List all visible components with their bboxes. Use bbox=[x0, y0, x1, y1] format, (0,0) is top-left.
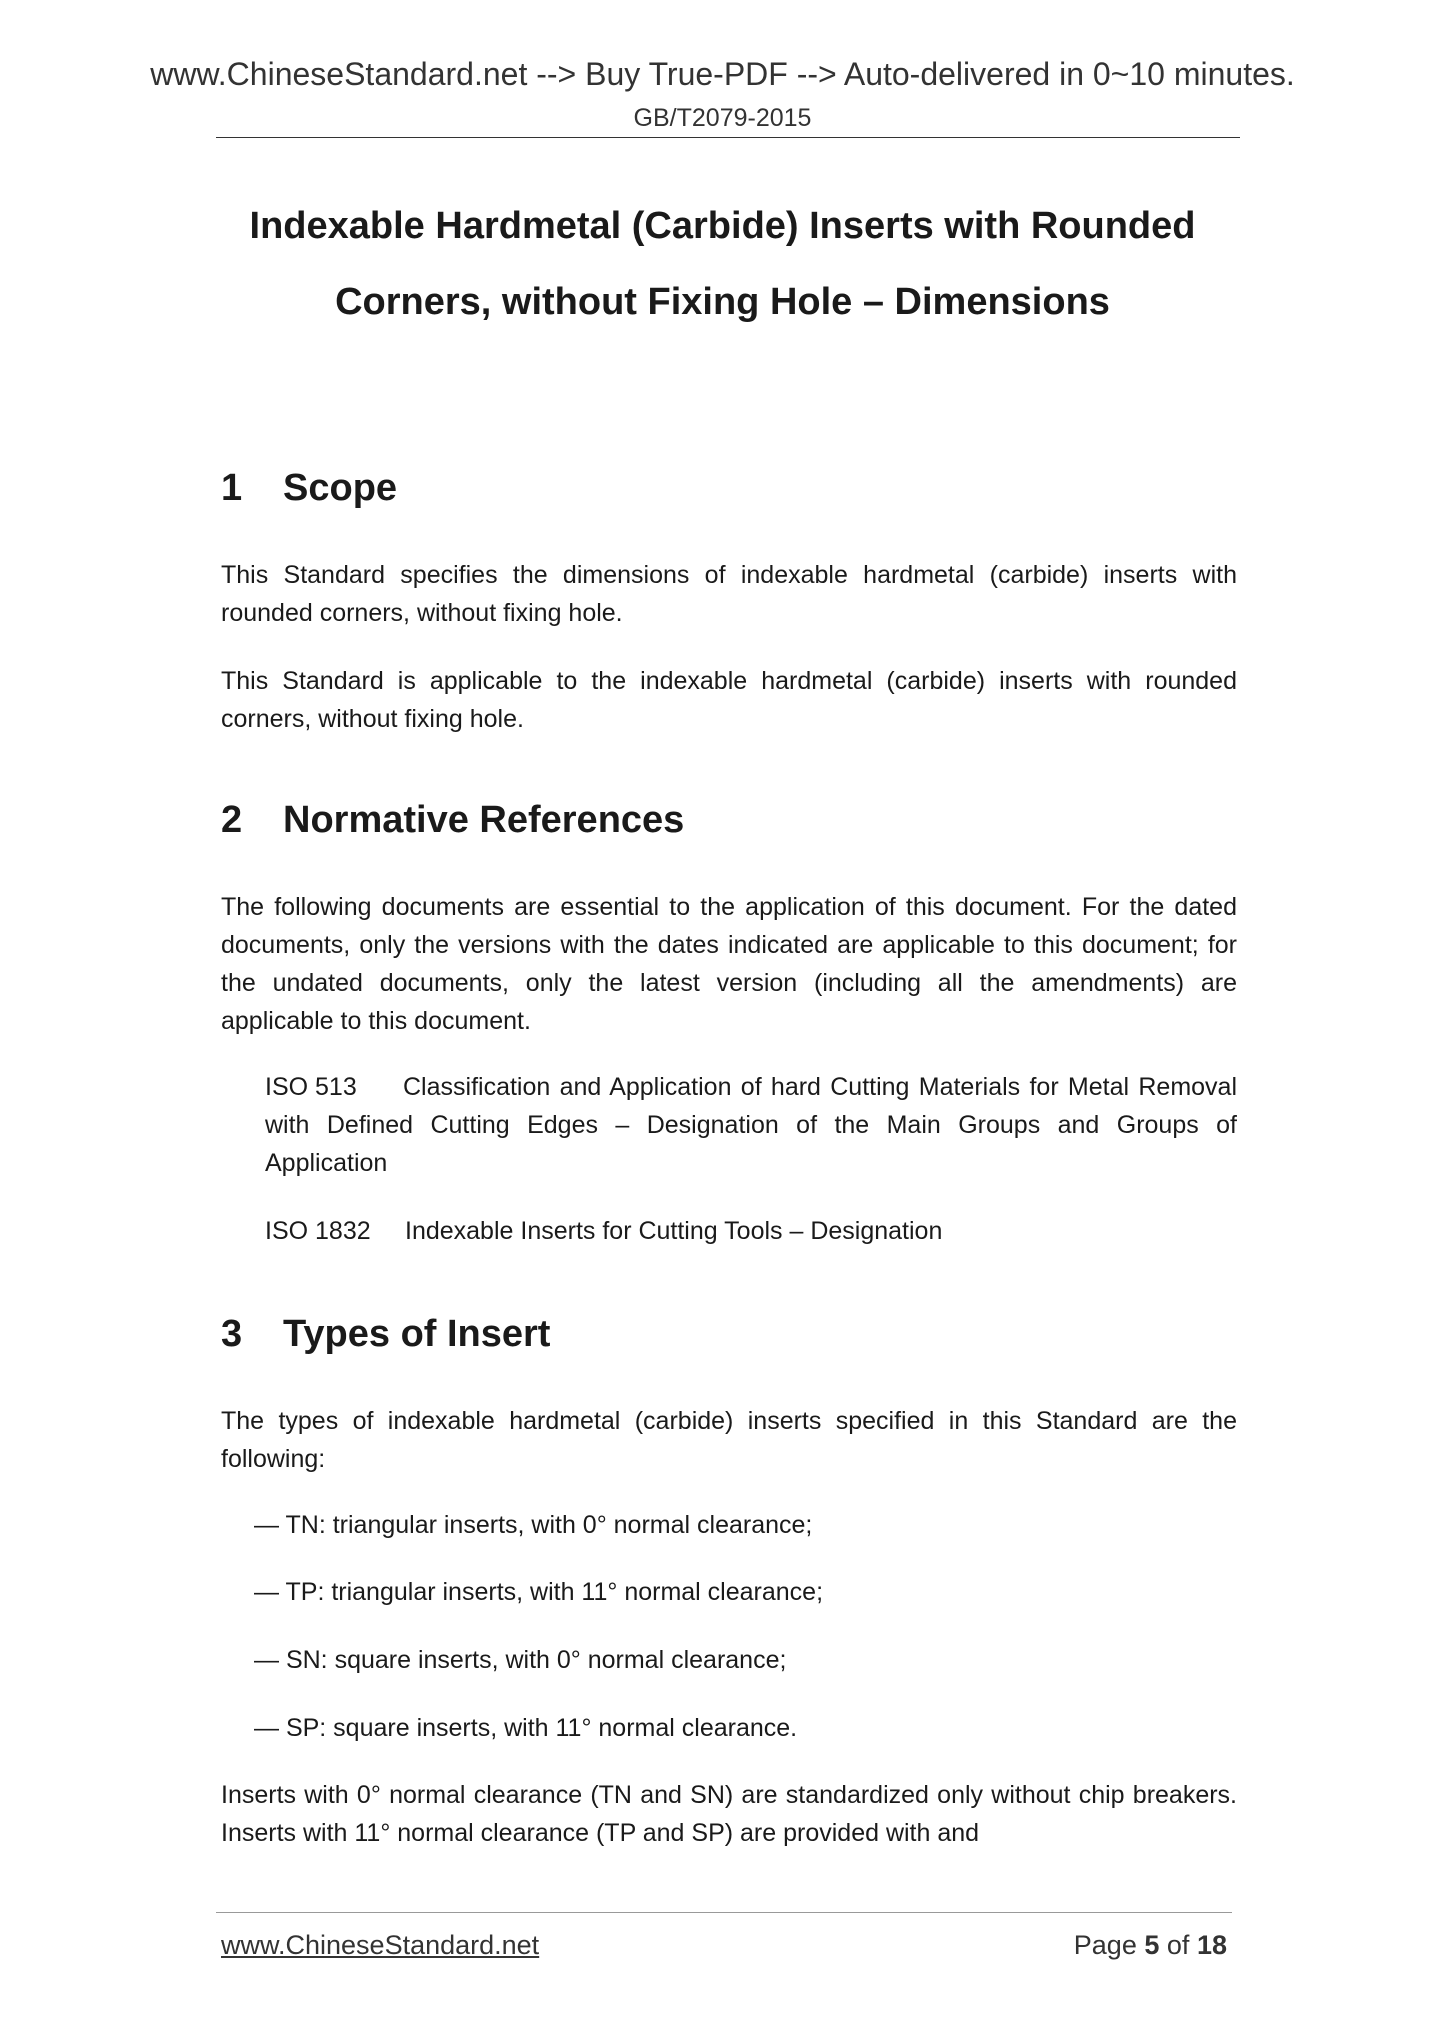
reference-iso-1832 bbox=[265, 1212, 1237, 1250]
section-number: 2 bbox=[221, 799, 243, 841]
section-heading-types bbox=[221, 1315, 550, 1353]
types-closing-paragraph: Inserts with 0° normal clearance (TN and SN) are standardized only without chip breakers. Inserts with 11° normal clearance (TP and SP) are provided with and bbox=[221, 1781, 1237, 1847]
header-banner: www.ChineseStandard.net --> Buy True-PDF --> Auto-delivered in 0~10 minutes. bbox=[150, 56, 1295, 92]
footer-divider bbox=[216, 1912, 1232, 1913]
scope-paragraph-2: This Standard is applicable to the indexable hardmetal (carbide) inserts with rounded corners, without fixing hole. bbox=[221, 667, 1237, 733]
section-title: Scope bbox=[283, 467, 398, 509]
page-number bbox=[1074, 1932, 1227, 1959]
section-title: Normative References bbox=[283, 799, 685, 841]
insert-type-item: — TP: triangular inserts, with 11° normal clearance; bbox=[254, 1578, 824, 1606]
scope-paragraph-1: This Standard specifies the dimensions of indexable hardmetal (carbide) inserts with rounded corners, without fixing hole. bbox=[221, 561, 1237, 627]
insert-type-item: — SN: square inserts, with 0° normal clearance; bbox=[254, 1646, 787, 1674]
page-current: 5 bbox=[1144, 1930, 1160, 1960]
reference-code: ISO 1832 bbox=[265, 1217, 371, 1245]
section-number: 3 bbox=[221, 1313, 243, 1355]
footer-website-link[interactable]: www.ChineseStandard.net bbox=[221, 1930, 540, 1960]
document-title bbox=[200, 188, 1245, 340]
section-heading-references bbox=[221, 801, 684, 839]
references-intro: The following documents are essential to the application of this document. For the dated documents, only the versions with the dates indicated are applicable to this document; for the undated documents, only the latest version (including all the amendments) are applicable to this document. bbox=[221, 893, 1237, 1035]
page-total: 18 bbox=[1196, 1930, 1227, 1960]
title-line-1: Indexable Hardmetal (Carbide) Inserts with Rounded bbox=[249, 205, 1196, 247]
section-heading-scope bbox=[221, 469, 397, 507]
types-intro: The types of indexable hardmetal (carbide) inserts specified in this Standard are the following: bbox=[221, 1407, 1237, 1473]
header-divider bbox=[216, 137, 1240, 138]
title-line-2: Corners, without Fixing Hole – Dimensions bbox=[335, 281, 1110, 323]
page-of-label: of bbox=[1166, 1930, 1190, 1960]
section-title: Types of Insert bbox=[283, 1313, 551, 1355]
reference-iso-513 bbox=[265, 1068, 1237, 1182]
insert-type-item: — TN: triangular inserts, with 0° normal clearance; bbox=[254, 1511, 813, 1539]
insert-type-item: — SP: square inserts, with 11° normal clearance. bbox=[254, 1714, 798, 1742]
reference-title: Classification and Application of hard Cutting Materials for Metal Removal with Defined Cutting Edges – Designation of the Main Groups and Groups of Application bbox=[265, 1073, 1237, 1177]
page-label: Page bbox=[1073, 1930, 1137, 1960]
standard-code: GB/T2079-2015 bbox=[633, 104, 812, 132]
reference-title: Indexable Inserts for Cutting Tools – Designation bbox=[405, 1217, 943, 1245]
reference-code: ISO 513 bbox=[265, 1073, 357, 1101]
section-number: 1 bbox=[221, 467, 243, 509]
